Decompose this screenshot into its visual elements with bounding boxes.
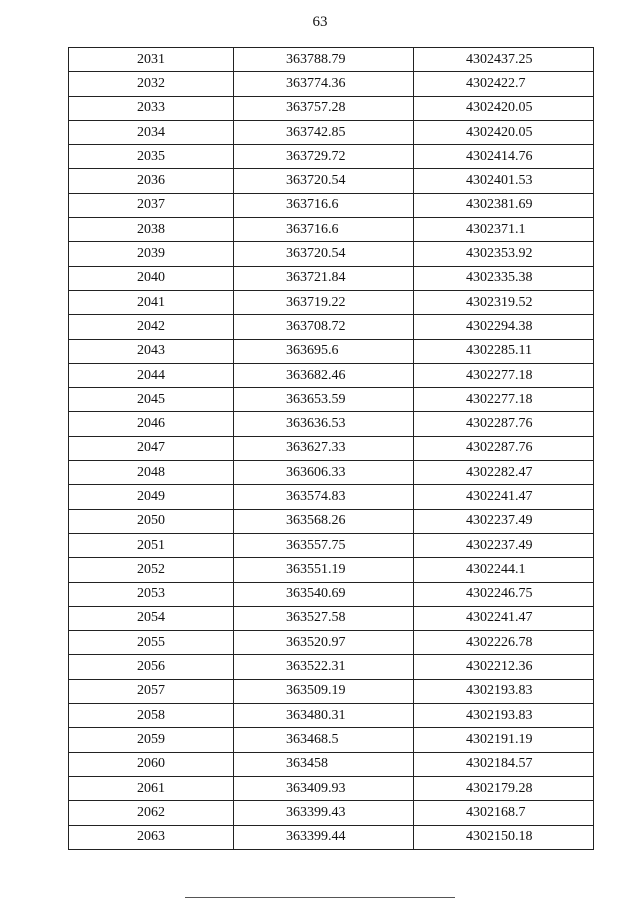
y-coordinate-cell: 4302191.19	[414, 728, 594, 752]
y-coordinate-cell: 4302294.38	[414, 315, 594, 339]
table-row	[69, 72, 594, 96]
table-row	[69, 96, 594, 120]
table-row	[69, 655, 594, 679]
x-coordinate-cell: 363788.79	[234, 48, 414, 72]
point-number-cell: 2035	[69, 145, 234, 169]
y-coordinate-cell: 4302179.28	[414, 776, 594, 800]
x-coordinate-cell: 363458	[234, 752, 414, 776]
table-row	[69, 315, 594, 339]
x-coordinate-cell: 363527.58	[234, 606, 414, 630]
point-number-cell: 2050	[69, 509, 234, 533]
y-coordinate-cell: 4302282.47	[414, 461, 594, 485]
y-coordinate-cell: 4302244.1	[414, 558, 594, 582]
point-number-cell: 2040	[69, 266, 234, 290]
y-coordinate-cell: 4302287.76	[414, 412, 594, 436]
x-coordinate-cell: 363636.53	[234, 412, 414, 436]
table-row	[69, 266, 594, 290]
y-coordinate-cell: 4302437.25	[414, 48, 594, 72]
x-coordinate-cell: 363540.69	[234, 582, 414, 606]
point-number-cell: 2054	[69, 606, 234, 630]
x-coordinate-cell: 363399.44	[234, 825, 414, 849]
y-coordinate-cell: 4302287.76	[414, 436, 594, 460]
y-coordinate-cell: 4302241.47	[414, 485, 594, 509]
point-number-cell: 2062	[69, 801, 234, 825]
point-number-cell: 2037	[69, 193, 234, 217]
y-coordinate-cell: 4302237.49	[414, 533, 594, 557]
x-coordinate-cell: 363774.36	[234, 72, 414, 96]
table-row	[69, 606, 594, 630]
table-row	[69, 388, 594, 412]
point-number-cell: 2031	[69, 48, 234, 72]
point-number-cell: 2057	[69, 679, 234, 703]
point-number-cell: 2055	[69, 631, 234, 655]
table-row	[69, 509, 594, 533]
y-coordinate-cell: 4302212.36	[414, 655, 594, 679]
y-coordinate-cell: 4302193.83	[414, 704, 594, 728]
table-row	[69, 558, 594, 582]
y-coordinate-cell: 4302246.75	[414, 582, 594, 606]
y-coordinate-cell: 4302319.52	[414, 290, 594, 314]
table-row	[69, 582, 594, 606]
point-number-cell: 2045	[69, 388, 234, 412]
x-coordinate-cell: 363399.43	[234, 801, 414, 825]
x-coordinate-cell: 363653.59	[234, 388, 414, 412]
point-number-cell: 2032	[69, 72, 234, 96]
y-coordinate-cell: 4302353.92	[414, 242, 594, 266]
point-number-cell: 2041	[69, 290, 234, 314]
table-row	[69, 242, 594, 266]
point-number-cell: 2046	[69, 412, 234, 436]
table-row	[69, 631, 594, 655]
table-body	[69, 48, 594, 850]
point-number-cell: 2058	[69, 704, 234, 728]
y-coordinate-cell: 4302422.7	[414, 72, 594, 96]
y-coordinate-cell: 4302335.38	[414, 266, 594, 290]
y-coordinate-cell: 4302150.18	[414, 825, 594, 849]
x-coordinate-cell: 363716.6	[234, 193, 414, 217]
point-number-cell: 2061	[69, 776, 234, 800]
point-number-cell: 2063	[69, 825, 234, 849]
point-number-cell: 2051	[69, 533, 234, 557]
point-number-cell: 2048	[69, 461, 234, 485]
x-coordinate-cell: 363551.19	[234, 558, 414, 582]
y-coordinate-cell: 4302420.05	[414, 96, 594, 120]
y-coordinate-cell: 4302285.11	[414, 339, 594, 363]
x-coordinate-cell: 363409.93	[234, 776, 414, 800]
table-row	[69, 679, 594, 703]
y-coordinate-cell: 4302420.05	[414, 120, 594, 144]
y-coordinate-cell: 4302226.78	[414, 631, 594, 655]
y-coordinate-cell: 4302277.18	[414, 363, 594, 387]
x-coordinate-cell: 363480.31	[234, 704, 414, 728]
table-row	[69, 339, 594, 363]
point-number-cell: 2034	[69, 120, 234, 144]
point-number-cell: 2047	[69, 436, 234, 460]
x-coordinate-cell: 363557.75	[234, 533, 414, 557]
x-coordinate-cell: 363574.83	[234, 485, 414, 509]
point-number-cell: 2033	[69, 96, 234, 120]
x-coordinate-cell: 363720.54	[234, 242, 414, 266]
table-row	[69, 825, 594, 849]
x-coordinate-cell: 363606.33	[234, 461, 414, 485]
page-number: 63	[312, 14, 328, 30]
y-coordinate-cell: 4302193.83	[414, 679, 594, 703]
x-coordinate-cell: 363742.85	[234, 120, 414, 144]
y-coordinate-cell: 4302371.1	[414, 218, 594, 242]
table-row	[69, 533, 594, 557]
x-coordinate-cell: 363682.46	[234, 363, 414, 387]
x-coordinate-cell: 363695.6	[234, 339, 414, 363]
y-coordinate-cell: 4302237.49	[414, 509, 594, 533]
table-row	[69, 801, 594, 825]
point-number-cell: 2044	[69, 363, 234, 387]
footer-rule	[185, 897, 455, 898]
table-row	[69, 461, 594, 485]
table-row	[69, 48, 594, 72]
table-row	[69, 218, 594, 242]
table-row	[69, 436, 594, 460]
x-coordinate-cell: 363468.5	[234, 728, 414, 752]
table-row	[69, 728, 594, 752]
x-coordinate-cell: 363729.72	[234, 145, 414, 169]
table-row	[69, 290, 594, 314]
point-number-cell: 2056	[69, 655, 234, 679]
point-number-cell: 2043	[69, 339, 234, 363]
point-number-cell: 2059	[69, 728, 234, 752]
table-row	[69, 145, 594, 169]
coordinates-table	[68, 47, 594, 850]
point-number-cell: 2052	[69, 558, 234, 582]
point-number-cell: 2039	[69, 242, 234, 266]
point-number-cell: 2036	[69, 169, 234, 193]
y-coordinate-cell: 4302414.76	[414, 145, 594, 169]
table-row	[69, 485, 594, 509]
point-number-cell: 2042	[69, 315, 234, 339]
y-coordinate-cell: 4302168.7	[414, 801, 594, 825]
x-coordinate-cell: 363757.28	[234, 96, 414, 120]
x-coordinate-cell: 363520.97	[234, 631, 414, 655]
x-coordinate-cell: 363719.22	[234, 290, 414, 314]
y-coordinate-cell: 4302401.53	[414, 169, 594, 193]
table-row	[69, 363, 594, 387]
x-coordinate-cell: 363568.26	[234, 509, 414, 533]
table-row	[69, 169, 594, 193]
table-row	[69, 704, 594, 728]
x-coordinate-cell: 363522.31	[234, 655, 414, 679]
y-coordinate-cell: 4302277.18	[414, 388, 594, 412]
point-number-cell: 2053	[69, 582, 234, 606]
x-coordinate-cell: 363509.19	[234, 679, 414, 703]
table-row	[69, 412, 594, 436]
table-row	[69, 120, 594, 144]
x-coordinate-cell: 363627.33	[234, 436, 414, 460]
x-coordinate-cell: 363721.84	[234, 266, 414, 290]
point-number-cell: 2038	[69, 218, 234, 242]
point-number-cell: 2049	[69, 485, 234, 509]
table-row	[69, 193, 594, 217]
y-coordinate-cell: 4302241.47	[414, 606, 594, 630]
table-row	[69, 752, 594, 776]
x-coordinate-cell: 363720.54	[234, 169, 414, 193]
point-number-cell: 2060	[69, 752, 234, 776]
y-coordinate-cell: 4302381.69	[414, 193, 594, 217]
table-row	[69, 776, 594, 800]
y-coordinate-cell: 4302184.57	[414, 752, 594, 776]
x-coordinate-cell: 363716.6	[234, 218, 414, 242]
x-coordinate-cell: 363708.72	[234, 315, 414, 339]
